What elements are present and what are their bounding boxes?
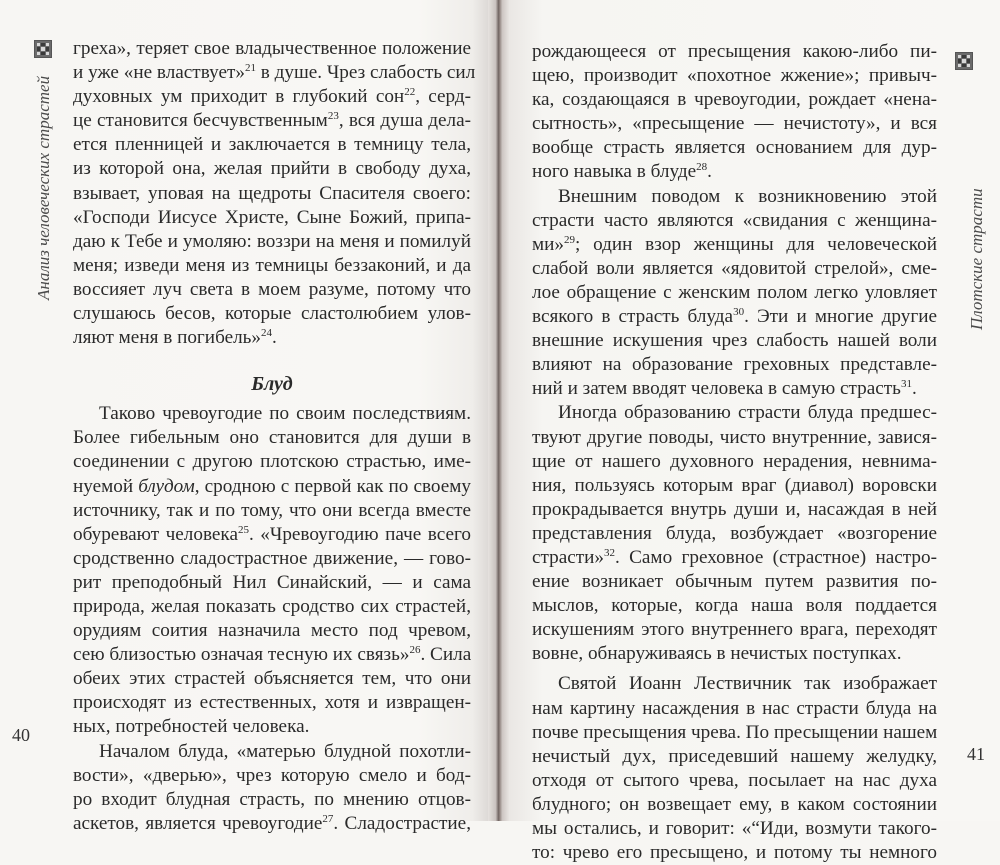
text-line: отходя от сытого чрева, посылает на нас духа — [532, 769, 937, 791]
text-line: влияют на образование греховных представле- — [532, 354, 937, 376]
text-line: духовных ум приходит в глубокий сон$^{22}$, серд- — [73, 86, 471, 108]
text-line: рит преподобный Нил Синайский, — и сама — [73, 571, 471, 593]
text-line: почве пресыщения чрева. По пресыщении нашем — [532, 721, 938, 743]
text-line: ется пленницей и заключается в темницу тела, — [73, 134, 471, 156]
footnote-ref[interactable]: 32 — [604, 546, 616, 559]
text-line: представления блуда, возбуждает «возгорение — [532, 522, 937, 544]
text-line: природа, желая показать сродство сих страстей, — [73, 595, 471, 617]
text-line: то: чрево его пресыщено, и потому ты немного — [532, 842, 937, 864]
text-line: страсти»$^{32}$. Само греховное (страстное) настро- — [532, 546, 937, 568]
text-line: Иногда образованию страсти блуда предшес- — [558, 402, 937, 424]
text-line: мыслов, которые, когда наша воля поддается — [532, 595, 937, 617]
text-line: сею близостью означая тесную их связь»$^{26}$. Сила — [73, 644, 472, 666]
right-page — [492, 0, 1000, 864]
footnote-ref[interactable]: 30 — [733, 306, 745, 319]
text-line: мы остались, и говорит: «“Иди, возмути такого- — [532, 818, 937, 839]
text-line: нечистый дух, приседевший нашему желудку, — [532, 745, 937, 767]
text-line: щею, производит «похотное жжение»; привыч- — [532, 65, 937, 87]
text-line: обеих этих страстей объясняется тем, что они — [73, 668, 471, 690]
text-line: це становится бесчувственным$^{23}$, вся душа дела- — [73, 110, 471, 132]
text-line: обуревают человека$^{25}$. «Чревоугодию паче всего — [73, 523, 471, 545]
text-line: ного навыка в блуде$^{28}$. — [532, 161, 712, 183]
emphasis: блудом — [138, 475, 195, 497]
text-line: сродственно сладострастное движение, — гово- — [73, 547, 471, 569]
left-page — [0, 0, 492, 834]
page-number-left: 40 — [12, 725, 30, 745]
text-line: сытность», «пресыщение — нечистоту», и вся — [532, 113, 937, 135]
running-head-right: Плотские страсти — [967, 188, 986, 330]
text-line: воссияет луч света в моем разуме, потому что — [73, 278, 471, 300]
text-line: и уже «не властвует»$^{21}$ в душе. Чрез слабость сил — [73, 62, 476, 84]
footnote-ref[interactable]: 25 — [237, 523, 249, 536]
text-line: вости», «дверью», чрез которую смело и бод- — [73, 764, 471, 786]
text-line: лое обращение с женским полом легко уловляет — [532, 281, 937, 303]
text-line: слабой воли является «ядовитой стрелой», сме- — [532, 257, 937, 279]
text-line: ми»$^{29}$; один взор женщины для человеческой — [532, 233, 937, 255]
text-line: слушаюсь бесов, которые сластолюбием улов- — [73, 303, 471, 325]
text-line: Таково чревоугодие по своим последствиям. — [99, 403, 471, 425]
text-line: вообще страсть является основанием для дур- — [532, 137, 937, 159]
text-line: щие от нашего духовного нерадения, невнима- — [532, 450, 937, 472]
text-line: взывает, уповая на щедроты Спасителя своего: — [73, 182, 471, 204]
text-line: Внешним поводом к возникновению этой — [558, 185, 937, 207]
text-line: ение возникает обычным путем развития по- — [532, 571, 937, 593]
footnote-ref[interactable]: 28 — [696, 161, 708, 174]
text-line: рождающееся от пресыщения какою-либо пи- — [532, 41, 937, 62]
text-line: нуемой блудом, сродною с первой как по своему — [73, 475, 471, 497]
text-line: нам картину насаждения в нас страсти блуда на — [532, 697, 937, 719]
text-line: ро входит блудная страсть, по мнению отцов- — [73, 788, 471, 810]
text-line: вовне, обнаруживаясь в нечистых поступках. — [532, 643, 902, 665]
text-line: страсти часто являются «свидания с женщина- — [532, 209, 937, 231]
square-knot-ornament-icon — [34, 40, 52, 58]
text-line: твуют другие поводы, чисто внутренние, завися- — [532, 426, 937, 448]
text-line: меня; изведи меня из темницы беззаконий, и да — [73, 254, 471, 276]
footnote-ref[interactable]: 21 — [244, 62, 256, 75]
text-line: ний и затем вводят человека в самую страсть$^{31}$. — [532, 378, 917, 400]
text-line: происходят из естественных, хотя и извращен- — [73, 692, 471, 714]
text-line: ляют меня в погибель»$^{24}$. — [73, 327, 277, 349]
page-number-right: 41 — [967, 744, 985, 764]
text-line: орудиям соития назначила место под чревом, — [73, 620, 471, 642]
text-line: ных, потребностей человека. — [73, 716, 310, 738]
left-page-body — [73, 37, 476, 836]
footnote-ref[interactable]: 22 — [404, 86, 416, 99]
text-line: всякого в страсть блуда$^{30}$. Эти и многие другие — [532, 306, 937, 328]
footnote-ref[interactable]: 24 — [261, 327, 273, 340]
text-line: ка, создающаяся в чревоугодии, рождает «нена- — [532, 89, 937, 111]
text-line: искушениям этого внутреннего врага, переходят — [532, 619, 937, 641]
text-line: источнику, так и по тому, что они всегда вместе — [73, 499, 471, 521]
footnote-ref[interactable]: 31 — [900, 378, 912, 391]
text-line: ния, пользуясь которым враг (диавол) воровски — [532, 474, 937, 496]
text-line: Более гибельным оно становится для души в — [73, 427, 471, 449]
book-gutter — [488, 0, 510, 821]
text-line: из которой она, желая прийти в свободу духа, — [73, 158, 471, 180]
running-head-left: Анализ человеческих страстей — [34, 75, 53, 300]
text-line: греха», теряет свое владычественное положение — [73, 38, 471, 59]
text-line: даю к Тебе и умоляю: воззри на меня и помилуй — [73, 230, 471, 252]
section-heading: Блуд — [251, 373, 293, 396]
text-line: соединении с другою плотскою страстью, име- — [73, 451, 471, 473]
footnote-ref[interactable]: 27 — [322, 812, 334, 825]
text-line: Началом блуда, «матерью блудной похотли- — [99, 740, 471, 762]
text-line: Святой Иоанн Лествичник так изображает — [558, 673, 937, 695]
footnote-ref[interactable]: 23 — [327, 110, 339, 123]
footnote-ref[interactable]: 26 — [409, 644, 421, 657]
text-line: «Господи Иисусе Христе, Сыне Божий, припа- — [73, 206, 471, 228]
text-line: внешние искушения чрез слабость нашей воли — [532, 330, 937, 352]
text-line: прокрадывается внутрь души и, насаждая в ней — [532, 498, 937, 520]
text-line: блудного; он возвещает ему, в каком состоянии — [532, 793, 937, 815]
square-knot-ornament-icon — [955, 52, 973, 70]
text-line: аскетов, является чревоугодие$^{27}$. Сладострастие, — [73, 812, 471, 834]
footnote-ref[interactable]: 29 — [564, 233, 576, 246]
right-page-body — [532, 40, 937, 865]
